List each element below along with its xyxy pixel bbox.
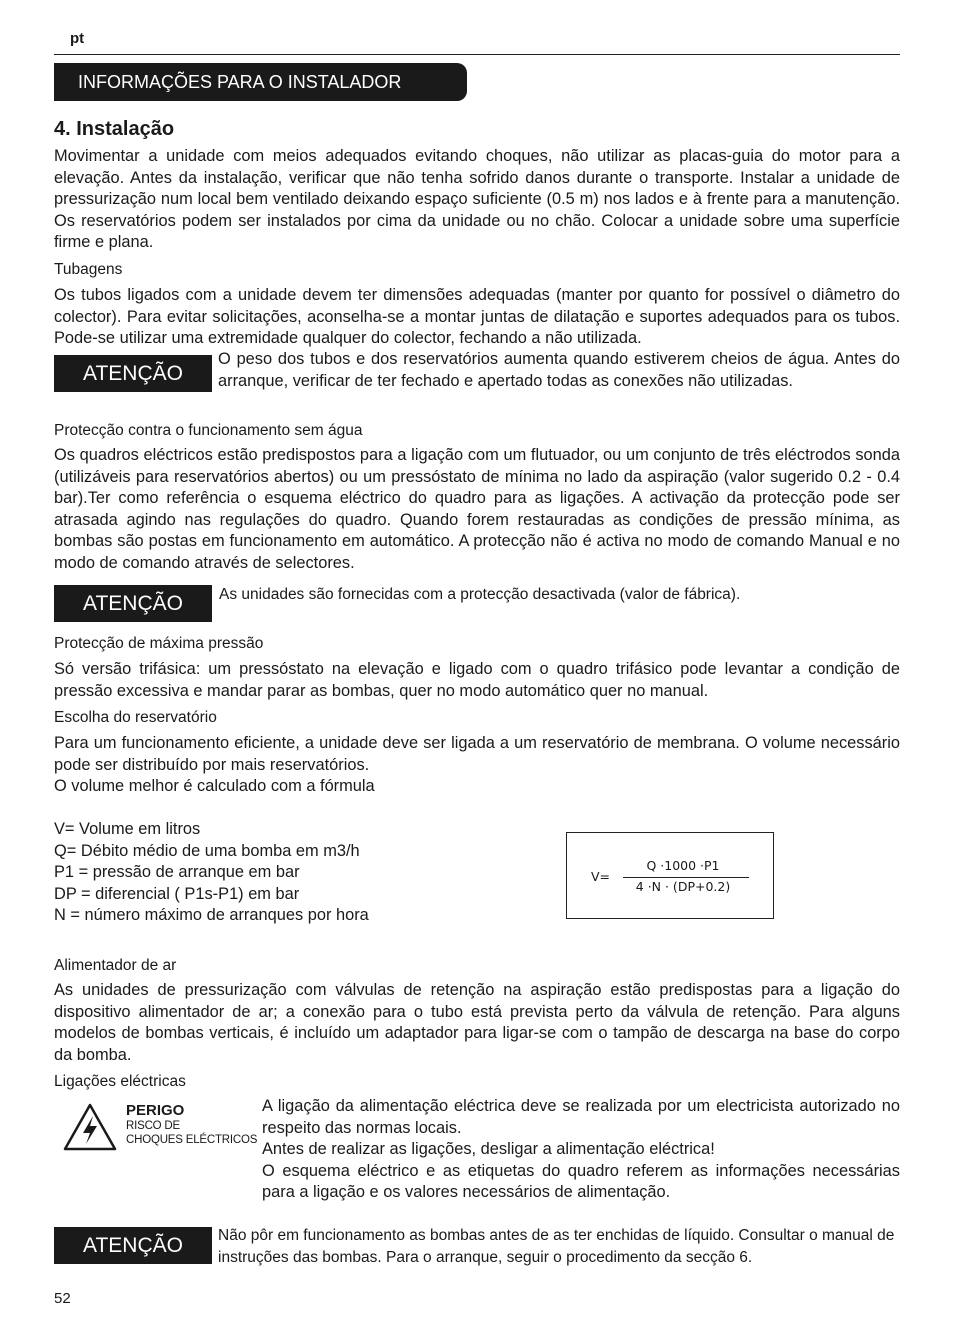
danger-sub-line: RISCO DE xyxy=(126,1120,180,1132)
formula-lhs: V= xyxy=(591,869,611,884)
reservatorio-formula-intro: O volume melhor é calculado com a fórmula xyxy=(54,777,375,795)
electric-hazard-icon xyxy=(62,1102,118,1152)
alimentador-heading: Alimentador de ar xyxy=(54,957,177,974)
proteccao-agua-paragraph: Os quadros eléctricos estão predispostos para a ligação com um flutuador, ou um conjunto de três eléctrodos sonda (utilizáveis para reservatórios abertos) ou um pressóstato de mínima no lado da aspiração (valor sugerido 0.2 - 0.4 bar).Ter como referência o esquema eléctrico do quadro para as ligações. A activação da protecção pode ser atrasada agindo nas regulações do quadro. Quando forem restauradas as condições de pressão mínima, as bombas são postas em funcionamento em automático. A protecção não é activa no modo de comando Manual e no modo de comando através de selectores. xyxy=(54,446,900,572)
language-code: pt xyxy=(70,30,85,47)
ligacoes-line: A ligação da alimentação eléctrica deve se realizada por um electricista autorizado no respeito das normas locais. xyxy=(262,1097,900,1137)
formula-denominator: 4 ·N · (DP+0.2) xyxy=(635,879,731,894)
attention-label: ATENÇÃO xyxy=(54,355,212,392)
section-banner: INFORMAÇÕES PARA O INSTALADOR xyxy=(54,63,467,101)
proteccao-agua-heading: Protecção contra o funcionamento sem água xyxy=(54,422,363,439)
proteccao-agua-attention-text: As unidades são fornecidas com a protecção desactivada (valor de fábrica). xyxy=(219,586,741,603)
tubagens-paragraph: Os tubos ligados com a unidade devem ter dimensões adequadas (manter por quanto for possível o diâmetro do colector). Para evitar solicitações, aconselha-se a montar juntas de dilatação e suportes adequados para os tubos. Pode-se utilizar uma extremidade qualquer do colector, fechando a não utilizada. xyxy=(54,286,900,348)
ligacoes-line: O esquema eléctrico e as etiquetas do quadro referem as informações necessárias para a ligação e os valores necessários de alimentação. xyxy=(262,1161,900,1202)
fraction-bar xyxy=(623,877,749,878)
reservatorio-heading: Escolha do reservatório xyxy=(54,709,217,726)
reservatorio-paragraph: Para um funcionamento eficiente, a unidade deve ser ligada a um reservatório de membrana. O volume necessário pode ser distribuído por mais reservatórios. xyxy=(54,734,900,774)
proteccao-pressao-text: um pressóstato na elevação e ligado com o quadro trifásico pode levantar a condição de pressão excessiva e mandar parar as bombas, quer no modo automático quer no manual. xyxy=(54,660,900,700)
intro-paragraph: Movimentar a unidade com meios adequados evitando choques, não utilizar as placas-guia do motor para a elevação. Antes da instalação, verificar que não tenha sofrido danos durante o transporte. Instalar a unidade de pressurização num local bem ventilado deixando espaço suficiente (0.5 m) nos lados e à frente para a manutenção. Os reservatórios podem ser instalados por cima da unidade ou no chão. Colocar a unidade sobre uma superfície firme e plana. xyxy=(54,147,900,252)
danger-label xyxy=(126,1102,257,1147)
header-divider xyxy=(54,54,900,55)
attention-label: ATENÇÃO xyxy=(54,1227,212,1264)
formula-legend xyxy=(54,819,369,927)
legend-item: P1 = pressão de arranque em bar xyxy=(54,863,300,882)
tubagens-attention-text: O peso dos tubos e dos reservatórios aumenta quando estiverem cheios de água. Antes do arranque, verificar de ter fechado e apertado todas as conexões não utilizadas. xyxy=(218,350,900,390)
ligacoes-heading: Ligações eléctricas xyxy=(54,1073,186,1090)
tubagens-heading: Tubagens xyxy=(54,261,123,278)
legend-item: V= Volume em litros xyxy=(54,820,201,838)
proteccao-pressao-lead: Só versão trifásica: xyxy=(54,660,201,678)
proteccao-pressao-paragraph xyxy=(54,659,900,702)
page-number: 52 xyxy=(54,1290,71,1307)
proteccao-pressao-heading: Protecção de máxima pressão xyxy=(54,635,264,652)
ligacoes-attention-text: Não pôr em funcionamento as bombas antes de as ter enchidas de líquido. Consultar o manual de instruções das bombas. Para o arranque, seguir o procedimento da secção 6. xyxy=(218,1227,895,1266)
danger-title: PERIGO xyxy=(126,1102,185,1119)
ligacoes-text xyxy=(262,1096,900,1204)
danger-sub-line: CHOQUES ELÉCTRICOS xyxy=(126,1134,258,1146)
attention-label: ATENÇÃO xyxy=(54,585,212,622)
formula-numerator: Q ·1000 ·P1 xyxy=(646,858,720,873)
ligacoes-line: Antes de realizar as ligações, desligar a alimentação eléctrica! xyxy=(262,1140,715,1159)
volume-formula-box xyxy=(566,832,774,919)
legend-item: DP = diferencial ( P1s-P1) em bar xyxy=(54,884,300,903)
alimentador-paragraph: As unidades de pressurização com válvulas de retenção na aspiração estão predispostas para a ligação do dispositivo alimentador de ar; a conexão para o tubo está prevista perto da válvula de retenção. Para alguns modelos de bombas verticais, é incluído um adaptador para ligar-se com o tampão de descarga na base do corpo da bomba. xyxy=(54,981,900,1064)
section-title: 4. Instalação xyxy=(54,118,175,140)
legend-item: Q= Débito médio de uma bomba em m3/h xyxy=(54,841,360,860)
legend-item: N = número máximo de arranques por hora xyxy=(54,906,369,925)
